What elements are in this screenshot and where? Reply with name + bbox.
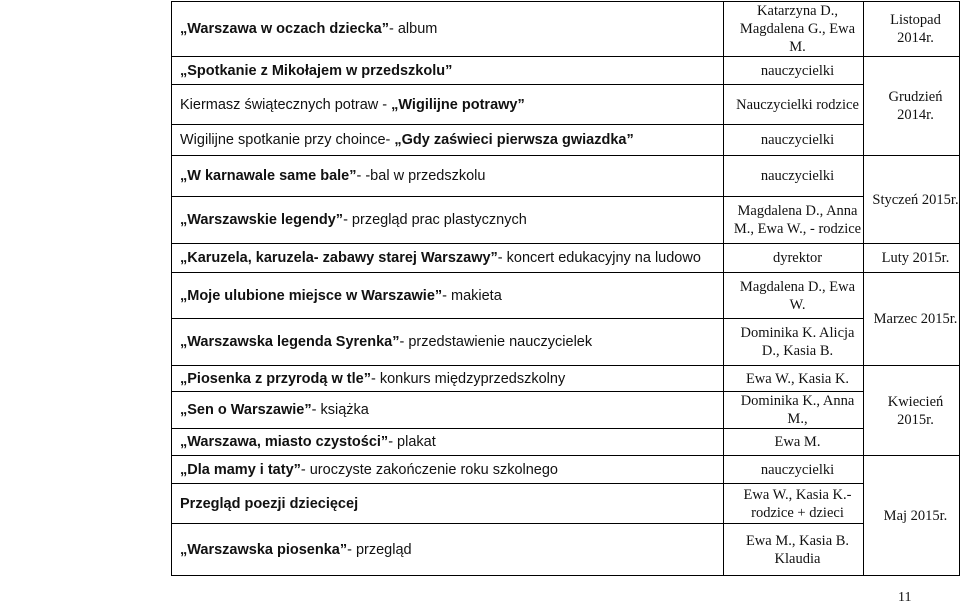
table-row xyxy=(172,156,960,197)
event-cell xyxy=(172,366,724,392)
responsible-cell: Dominika K., Anna M., xyxy=(724,392,864,429)
event-cell xyxy=(172,2,724,57)
responsible-cell: Ewa W., Kasia K.- rodzice + dzieci xyxy=(724,484,864,524)
event-desc: - książka xyxy=(311,402,369,418)
event-desc: - konkurs międzyprzedszkolny xyxy=(370,370,566,387)
event-cell xyxy=(172,429,724,456)
event-cell xyxy=(172,197,724,244)
event-desc: - -bal w przedszkolu xyxy=(356,168,486,184)
date-cell: Luty 2015r. xyxy=(864,244,960,273)
responsible-cell: nauczycielki xyxy=(724,125,864,156)
event-cell xyxy=(172,85,724,125)
event-prefix: Kiermasz świątecznych potraw - xyxy=(180,96,392,113)
table-row xyxy=(172,2,960,57)
event-title: „Spotkanie z Mikołajem w przedszkolu” xyxy=(180,62,453,79)
responsible-cell: nauczycielki xyxy=(724,57,864,85)
responsible-cell: Magdalena D., Ewa W. xyxy=(724,273,864,319)
table-row xyxy=(172,273,960,319)
date-cell: Maj 2015r. xyxy=(864,456,960,576)
responsible-cell: Nauczycielki rodzice xyxy=(724,85,864,125)
event-title: „W karnawale same bale” xyxy=(180,168,357,184)
responsible-cell: nauczycielki xyxy=(724,156,864,197)
table-row xyxy=(172,484,960,524)
date-cell: Marzec 2015r. xyxy=(864,273,960,366)
responsible-cell: Katarzyna D., Magdalena G., Ewa M. xyxy=(724,2,864,57)
event-title: „Warszawska legenda Syrenka” xyxy=(180,334,400,350)
event-title: „Piosenka z przyrodą w tle” xyxy=(180,370,371,387)
event-desc: - uroczyste zakończenie roku szkolnego xyxy=(300,461,558,478)
event-desc: - makieta xyxy=(442,287,502,304)
responsible-cell: Dominika K. Alicja D., Kasia B. xyxy=(724,319,864,366)
event-cell xyxy=(172,484,724,524)
event-title: „Karuzela, karuzela- zabawy starej Warszawy” xyxy=(180,250,498,266)
responsible-cell: Magdalena D., Anna M., Ewa W., - rodzice xyxy=(724,197,864,244)
date-cell: Listopad 2014r. xyxy=(864,2,960,57)
event-cell xyxy=(172,524,724,576)
schedule-table xyxy=(171,1,960,576)
date-cell: Styczeń 2015r. xyxy=(864,156,960,244)
event-title: „Warszawa, miasto czystości” xyxy=(180,434,389,450)
event-title: „Dla mamy i taty” xyxy=(180,461,301,478)
event-title: Przegląd poezji dziecięcej xyxy=(180,495,359,512)
event-desc: - przegląd prac plastycznych xyxy=(343,212,527,228)
event-title: „Warszawa w oczach dziecka” xyxy=(180,21,389,37)
table-row xyxy=(172,429,960,456)
event-prefix: Wigilijne spotkanie przy choince- xyxy=(180,132,395,148)
event-title: „Sen o Warszawie” xyxy=(180,402,312,418)
event-title: „Wigilijne potrawy” xyxy=(391,96,525,113)
event-title: „Warszawskie legendy” xyxy=(180,212,344,228)
responsible-cell: Ewa W., Kasia K. xyxy=(724,366,864,392)
table-row xyxy=(172,392,960,429)
event-cell xyxy=(172,125,724,156)
event-cell xyxy=(172,57,724,85)
event-cell xyxy=(172,273,724,319)
table-row xyxy=(172,197,960,244)
table-row xyxy=(172,524,960,576)
event-title: „Warszawska piosenka” xyxy=(180,541,348,558)
event-cell xyxy=(172,319,724,366)
event-cell xyxy=(172,244,724,273)
event-desc: - album xyxy=(389,21,438,37)
responsible-cell: Ewa M. xyxy=(724,429,864,456)
responsible-cell: Ewa M., Kasia B. Klaudia xyxy=(724,524,864,576)
table-row xyxy=(172,57,960,85)
table-row xyxy=(172,366,960,392)
responsible-cell: nauczycielki xyxy=(724,456,864,484)
table-row xyxy=(172,319,960,366)
table-row xyxy=(172,85,960,125)
event-cell xyxy=(172,456,724,484)
event-cell xyxy=(172,392,724,429)
date-cell: Grudzień 2014r. xyxy=(864,57,960,156)
event-cell xyxy=(172,156,724,197)
event-title: „Gdy zaświeci pierwsza gwiazdka” xyxy=(394,132,634,148)
event-desc: - przegląd xyxy=(347,541,412,558)
table-row xyxy=(172,456,960,484)
responsible-cell: dyrektor xyxy=(724,244,864,273)
page-number: 11 xyxy=(898,590,912,605)
event-desc: - koncert edukacyjny na ludowo xyxy=(497,250,701,266)
event-desc: - przedstawienie nauczycielek xyxy=(399,334,593,350)
table-row xyxy=(172,125,960,156)
table-row xyxy=(172,244,960,273)
date-cell: Kwiecień 2015r. xyxy=(864,366,960,456)
event-title: „Moje ulubione miejsce w Warszawie” xyxy=(180,287,443,304)
event-desc: - plakat xyxy=(388,434,436,450)
